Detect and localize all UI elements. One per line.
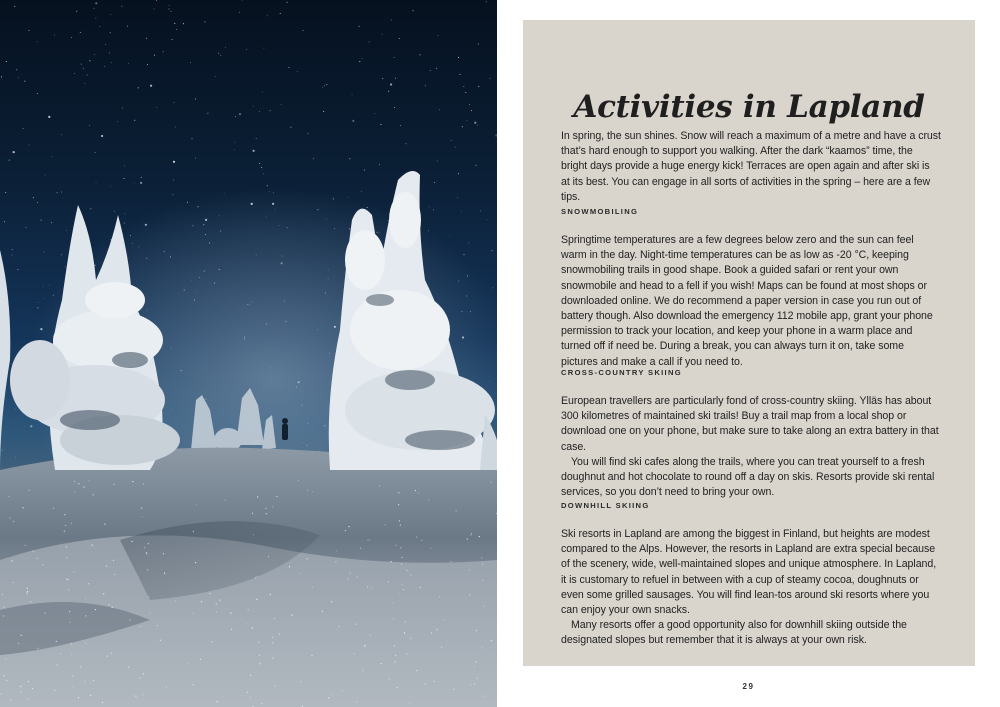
intro-paragraph: In spring, the sun shines. Snow will reach a maximum of a metre and have a crust that’s hard enough to support you walking. After the dark “kaamos” time, the bright days provide a huge energy kick! Terraces are open again and after ski is at its best. You can engage in all sorts of activities in the spring – here are a few tips. [561,130,941,203]
section-heading-snowmobiling: SNOWMOBILING [561,207,639,216]
snowmobiling-paragraph: Springtime temperatures are a few degrees below zero and the sun can feel warm in the day. Night-time temperatures can be as low as -20 °C, keeping snowmobiling trails in good shape. Book a guided safari or rent your own snowmobile and head to a fell if you wish! Maps can be found at most shops or downloaded online. We do recommend a paper version in case you run out of battery though. Also download the emergency 112 mobile app, grant your phone permission to track your location, and keep your phone in a warm place and turned off if need be. During a break, you can always turn it on, take some pictures and make a call if you need to. [561,234,933,368]
page-number: 29 [742,682,755,691]
downhill-text [561,527,941,649]
cross-country-paragraph-2: You will find ski cafes along the trails, where you can treat yourself to a fresh doughnut and hot chocolate to round off a day on skis. Resorts provide ski rental services, so you don’t need to bring your own. [561,455,935,499]
lapland-night-photo [0,0,497,707]
page-title: Activities in Lapland [573,89,925,125]
downhill-paragraph-1: Ski resorts in Lapland are among the biggest in Finland, but heights are modest compared to the Alps. However, the resorts in Lapland are extra special because of the scenery, wide, well-maintained slopes and unique atmosphere. In Lapland, it is customary to refuel in between with a cup of steamy cocoa, doughnuts or even some grilled sausages. You will find lean-tos around ski resorts where you can enjoy your own snacks. [561,528,937,617]
person-silhouette [282,418,288,440]
section-heading-cross-country: CROSS-COUNTRY SKIING [561,368,682,377]
text-page [497,0,1000,707]
downhill-paragraph-2: Many resorts offer a good opportunity also for downhill skiing outside the designated slopes but remember that it is always at your own risk. [561,619,907,647]
photo-illustration [0,0,497,707]
section-heading-downhill: DOWNHILL SKIING [561,501,650,510]
cross-country-paragraph-1: European travellers are particularly fond of cross-country skiing. Ylläs has about 300 kilometres of maintained ski trails! Buy a trail map from a local shop or download one on your phone, but make sure to take along an extra battery in that case. [561,395,939,453]
cross-country-text [561,394,941,500]
content-panel [523,20,975,666]
